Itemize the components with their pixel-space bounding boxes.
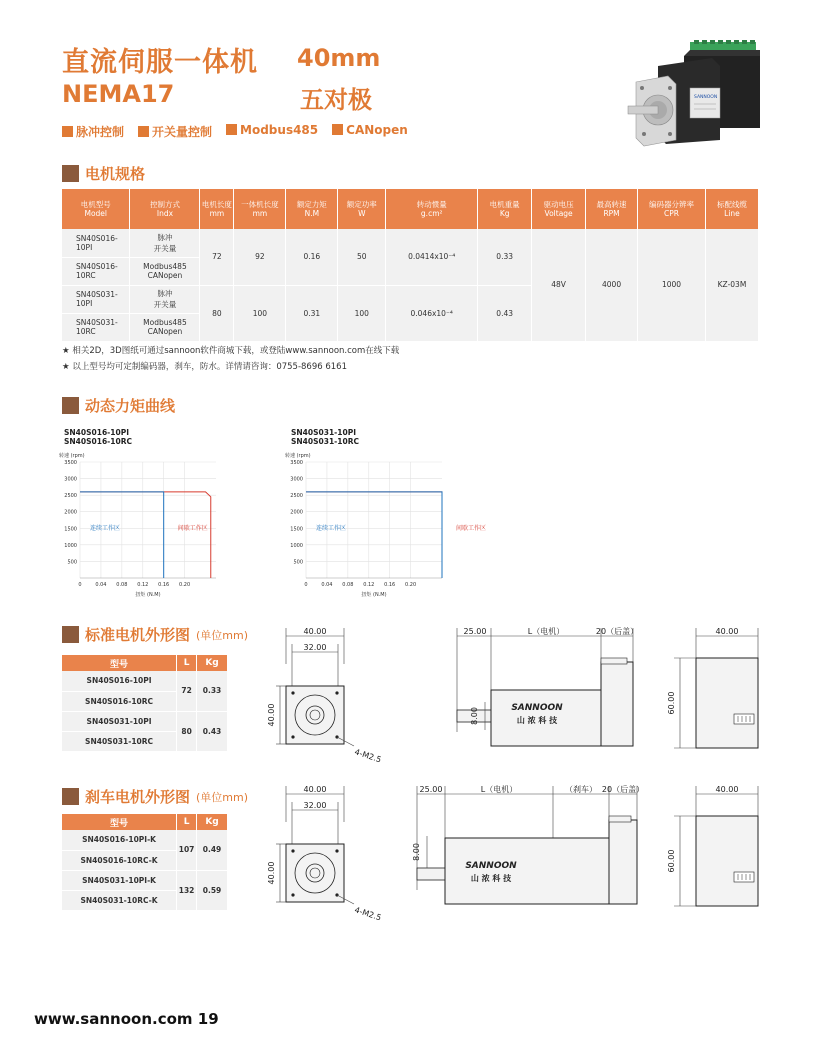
spec-header: 标配线缆 Line <box>705 189 758 229</box>
model-cell: SN40S031-10RC <box>62 313 130 341</box>
dim-width-32: 32.00 <box>303 643 327 652</box>
mini-header: L <box>177 655 197 671</box>
x-tick-label: 0.04 <box>95 582 107 588</box>
model-cell: SN40S016-10RC <box>62 257 130 285</box>
spec-header: 最高转速 RPM <box>586 189 638 229</box>
dim-flange-25: 25.00 <box>419 785 443 794</box>
cpr-cell: 1000 <box>638 229 706 341</box>
series-label-continuous: 连续工作区 <box>316 524 347 532</box>
dim-shaft: 8.00 <box>412 843 421 861</box>
product-image <box>628 36 768 148</box>
spec-header: 电机长度 mm <box>200 189 234 229</box>
y-tick-label: 1500 <box>290 526 303 533</box>
feature-item: Modbus485 <box>226 123 318 140</box>
torque-chart-1 <box>56 448 226 603</box>
feature-item: CANopen <box>332 123 408 140</box>
inertia-cell: 0.0414x10⁻⁴ <box>386 229 478 285</box>
brand-cn: 山 浓 科 技 <box>516 716 558 725</box>
dim-rear-width: 40.00 <box>715 627 739 636</box>
dim-motor-length: L（电机） <box>480 785 518 794</box>
feature-item: 开关量控制 <box>138 123 212 140</box>
table-row: SN40S031-10RC-K <box>62 890 228 910</box>
x-tick-label: 0 <box>78 582 82 588</box>
table-row: SN40S031-10PI-K 132 0.59 <box>62 870 228 890</box>
mini-header: Kg <box>197 814 228 830</box>
section-marker <box>62 788 79 805</box>
dim-width-32: 32.00 <box>303 801 327 810</box>
footer-url[interactable]: www.sannoon.com <box>34 1010 193 1028</box>
table-row <box>62 229 759 257</box>
feature-item: 脉冲控制 <box>62 123 124 140</box>
product-size: 40mm <box>297 44 381 72</box>
section-brake-dim-heading: 刹车电机外形图 (单位mm) <box>62 786 248 807</box>
weight-cell: 0.43 <box>478 285 532 341</box>
section-marker <box>62 397 79 414</box>
section-marker <box>62 626 79 643</box>
control-cell: 脉冲 开关量 <box>130 229 200 257</box>
x-axis-label: 扭矩 (N.M) <box>361 592 387 598</box>
dim-rear-width: 40.00 <box>715 785 739 794</box>
dim-rear-cover: 20（后盖） <box>601 785 645 794</box>
product-nema: NEMA17 <box>62 80 175 108</box>
dim-rear-height: 60.00 <box>667 849 676 873</box>
total-length-cell: 92 <box>234 229 286 285</box>
x-tick-label: 0.16 <box>158 582 170 588</box>
dim-width-40: 40.00 <box>303 627 327 636</box>
table-row: SN40S016-10RC <box>62 691 228 711</box>
series-label-intermittent: 间歇工作区 <box>177 524 208 532</box>
note-download: ★ 相关2D，3D图纸可通过sannoon软件商城下载，或登陆www.sannoon.com在线下载 <box>62 346 400 356</box>
y-axis-label: 转速 (rpm) <box>59 453 85 459</box>
y-tick-label: 3000 <box>64 476 77 483</box>
x-tick-label: 0.08 <box>342 582 354 588</box>
std-rear-view <box>660 622 770 762</box>
section-std-dim-heading: 标准电机外形图 (单位mm) <box>62 624 248 645</box>
x-tick-label: 0.20 <box>179 582 191 588</box>
brake-dim-table <box>62 814 228 911</box>
spec-header: 额定力矩 N.M <box>286 189 338 229</box>
brand-logo: SANNOON <box>511 703 563 713</box>
y-axis-label: 转速 (rpm) <box>285 453 311 459</box>
power-cell: 50 <box>338 229 386 285</box>
note-customization: ★ 以上型号均可定制编码器，刹车，防水。详情请咨询：0755-8696 6161 <box>62 362 347 372</box>
torque-cell: 0.31 <box>286 285 338 341</box>
spec-header: 编码器分辨率 CPR <box>638 189 706 229</box>
x-tick-label: 0.20 <box>405 582 417 588</box>
spec-header: 驱动电压 Voltage <box>532 189 586 229</box>
table-row: SN40S031-10PI 80 0.43 <box>62 711 228 731</box>
dim-brake: （刹车） <box>565 785 597 794</box>
section-marker <box>62 165 79 182</box>
torque-cell: 0.16 <box>286 229 338 285</box>
dim-height-40: 40.00 <box>267 703 276 727</box>
x-tick-label: 0.12 <box>363 582 375 588</box>
y-tick-label: 500 <box>293 559 303 566</box>
spec-header: 额定功率 W <box>338 189 386 229</box>
spec-header: 控制方式 Indx <box>130 189 200 229</box>
y-tick-label: 3500 <box>290 460 303 466</box>
x-tick-label: 0.04 <box>321 582 333 588</box>
mini-header: 型号 <box>62 655 177 671</box>
line-cell: KZ-03M <box>705 229 758 341</box>
x-tick-label: 0 <box>304 582 308 588</box>
dim-height-40: 40.00 <box>267 861 276 885</box>
y-tick-label: 3500 <box>64 460 77 466</box>
mini-header: Kg <box>197 655 228 671</box>
table-row: SN40S016-10PI 72 0.33 <box>62 671 228 691</box>
section-torque-heading: 动态力矩曲线 <box>62 395 175 416</box>
dim-shaft: 8.00 <box>470 707 479 725</box>
control-cell: Modbus485 CANopen <box>130 313 200 341</box>
mini-header: L <box>177 814 197 830</box>
x-tick-label: 0.08 <box>116 582 128 588</box>
spec-header: 转动惯量 g.cm² <box>386 189 478 229</box>
dim-rear-cover: 20（后盖） <box>595 627 639 636</box>
table-row: SN40S016-10RC-K <box>62 850 228 870</box>
series-line <box>306 492 442 578</box>
power-cell: 100 <box>338 285 386 341</box>
chart-1-title: SN40S016-10PI SN40S016-10RC <box>64 428 133 446</box>
series-line <box>80 492 211 578</box>
mini-header: 型号 <box>62 814 177 830</box>
brand-cn: 山 浓 科 技 <box>470 874 512 883</box>
series-line <box>306 492 442 578</box>
chart-2-title: SN40S031-10PI SN40S031-10RC <box>291 428 360 446</box>
brake-front-view <box>260 780 390 923</box>
dim-motor-length: L（电机） <box>527 627 565 636</box>
feature-list <box>62 123 408 140</box>
x-axis-label: 扭矩 (N.M) <box>135 592 161 598</box>
table-row: SN40S031-10RC <box>62 731 228 751</box>
dim-flange-25: 25.00 <box>463 627 487 636</box>
brake-side-view <box>405 780 645 920</box>
weight-cell: 0.33 <box>478 229 532 285</box>
y-tick-label: 2500 <box>290 493 303 500</box>
total-length-cell: 100 <box>234 285 286 341</box>
control-cell: 脉冲 开关量 <box>130 285 200 313</box>
product-pole-pairs: 五对极 <box>300 86 372 114</box>
table-row: SN40S016-10PI-K 107 0.49 <box>62 830 228 850</box>
product-title: 直流伺服一体机 <box>62 47 258 78</box>
y-tick-label: 3000 <box>290 476 303 483</box>
y-tick-label: 2000 <box>64 509 77 516</box>
std-side-view <box>445 622 645 762</box>
voltage-cell: 48V <box>532 229 586 341</box>
brand-logo: SANNOON <box>465 861 517 871</box>
dim-rear-height: 60.00 <box>667 691 676 715</box>
page-number: 19 <box>197 1010 219 1028</box>
x-tick-label: 0.12 <box>137 582 149 588</box>
torque-chart-2 <box>282 448 487 603</box>
spec-header: 电机重量 Kg <box>478 189 532 229</box>
rpm-cell: 4000 <box>586 229 638 341</box>
series-label-continuous: 连续工作区 <box>90 524 121 532</box>
section-spec-heading: 电机规格 <box>62 163 145 184</box>
control-cell: Modbus485 CANopen <box>130 257 200 285</box>
dim-width-40: 40.00 <box>303 785 327 794</box>
spec-header: 一体机长度 mm <box>234 189 286 229</box>
inertia-cell: 0.046x10⁻⁴ <box>386 285 478 341</box>
y-tick-label: 1000 <box>64 542 77 549</box>
spec-table <box>62 189 759 342</box>
std-dim-table <box>62 655 228 752</box>
series-label-intermittent: 间歇工作区 <box>456 524 487 532</box>
x-tick-label: 0.16 <box>384 582 396 588</box>
y-tick-label: 2500 <box>64 493 77 500</box>
dim-screw: 4-M2.5 <box>353 905 383 923</box>
y-tick-label: 500 <box>67 559 77 566</box>
std-front-view <box>260 622 390 765</box>
model-cell: SN40S016-10PI <box>62 229 130 257</box>
model-cell: SN40S031-10PI <box>62 285 130 313</box>
dim-screw: 4-M2.5 <box>353 747 383 765</box>
y-tick-label: 1500 <box>64 526 77 533</box>
y-tick-label: 2000 <box>290 509 303 516</box>
page-footer <box>34 1010 219 1028</box>
y-tick-label: 1000 <box>290 542 303 549</box>
motor-length-cell: 72 <box>200 229 234 285</box>
spec-header: 电机型号 Model <box>62 189 130 229</box>
brake-rear-view <box>660 780 770 920</box>
motor-length-cell: 80 <box>200 285 234 341</box>
label-brand: SANNOON <box>694 95 718 100</box>
